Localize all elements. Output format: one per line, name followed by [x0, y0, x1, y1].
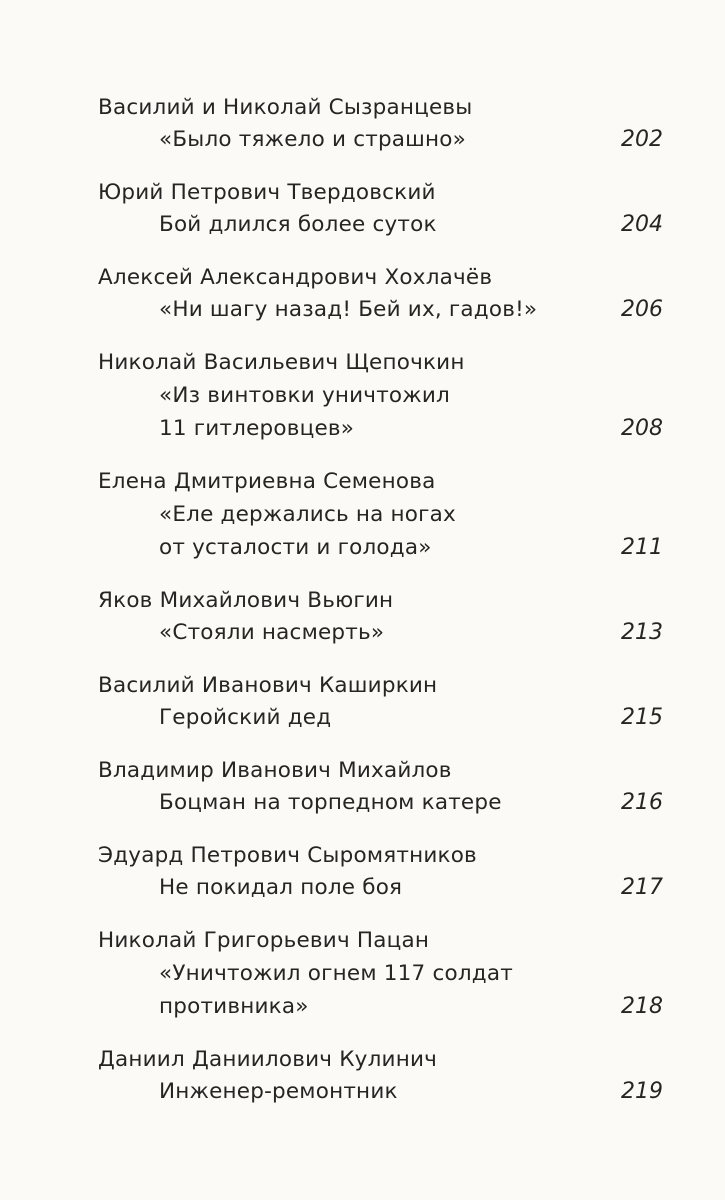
toc-entry-title: Бой длился более суток: [159, 212, 437, 237]
toc-entry-title: «Уничтожил огнем 117 солдат: [159, 961, 513, 986]
toc-entry-author: Владимир Иванович Михайлов: [98, 758, 452, 783]
toc-entry-title: Не покидал поле боя: [159, 875, 403, 900]
toc-entry-title: противника»: [159, 994, 309, 1019]
toc-entry-title: от усталости и голода»: [159, 535, 432, 560]
toc-entry-title: «Еле держались на ногах: [159, 502, 456, 527]
toc-entry-author: Василий Иванович Каширкин: [98, 673, 438, 698]
toc-entry-title: «Ни шагу назад! Бей их, гадов!»: [159, 297, 538, 322]
toc-entry-author: Даниил Даниилович Кулинич: [98, 1047, 438, 1072]
toc-entry-title: «Из винтовки уничтожил: [159, 383, 450, 408]
toc-page-number: 219: [621, 1079, 663, 1104]
toc-entry-author: Алексей Александрович Хохлачёв: [98, 265, 493, 290]
toc-page-number: 213: [621, 620, 663, 645]
toc-page-number: 218: [621, 994, 663, 1019]
toc-page-number: 202: [621, 127, 663, 152]
toc-entry-author: Василий и Николай Сызранцевы: [98, 95, 473, 120]
toc-entry-author: Эдуард Петрович Сыромятников: [98, 843, 477, 868]
toc-page-number: 206: [621, 297, 663, 322]
toc-entry-author: Яков Михайлович Вьюгин: [98, 588, 394, 613]
toc-page-number: 204: [621, 212, 663, 237]
toc-entry-title: «Было тяжело и страшно»: [159, 127, 467, 152]
toc-page-number: 215: [621, 705, 663, 730]
toc-entry-title: Геройский дед: [159, 705, 332, 730]
toc-entry-title: 11 гитлеровцев»: [159, 416, 355, 441]
toc-entry-author: Юрий Петрович Твердовский: [98, 180, 436, 205]
toc-entry-author: Николай Григорьевич Пацан: [98, 928, 430, 953]
toc-page-number: 216: [621, 790, 663, 815]
toc-page-number: 208: [621, 416, 663, 441]
toc-page-number: 211: [621, 535, 663, 560]
toc-entry-title: Боцман на торпедном катере: [159, 790, 502, 815]
toc-page-number: 217: [621, 875, 663, 900]
toc-entry-title: Инженер-ремонтник: [159, 1079, 398, 1104]
toc-entry-author: Елена Дмитриевна Семенова: [98, 469, 436, 494]
toc-entry-title: «Стояли насмерть»: [159, 620, 385, 645]
toc-entry-author: Николай Васильевич Щепочкин: [98, 350, 465, 375]
